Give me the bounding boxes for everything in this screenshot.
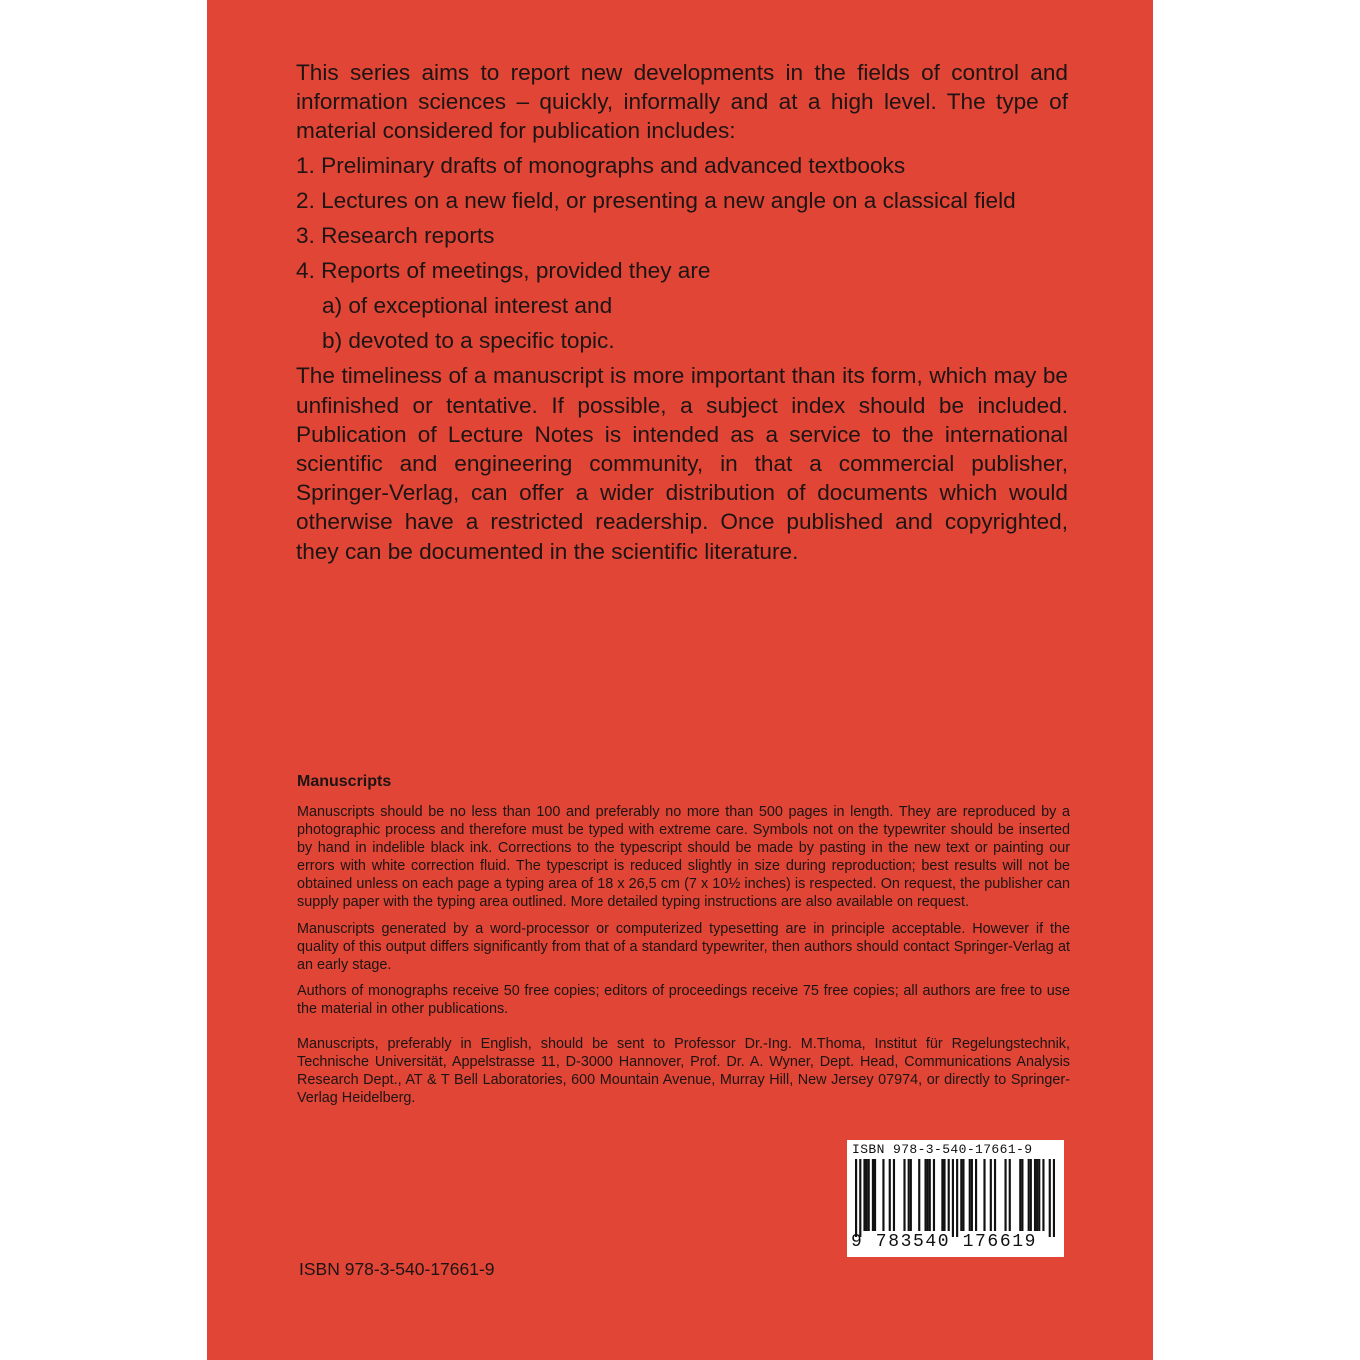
barcode-bar <box>868 1159 870 1231</box>
manuscripts-section <box>297 772 1070 1107</box>
barcode-bar <box>1021 1159 1023 1231</box>
barcode-bar <box>1049 1159 1051 1237</box>
barcode-bar <box>882 1159 884 1231</box>
series-description <box>296 58 1068 566</box>
barcode-bar <box>1030 1159 1032 1231</box>
barcode-bar <box>962 1159 964 1231</box>
barcode-bar <box>1036 1159 1038 1231</box>
barcode-bar <box>929 1159 931 1231</box>
sub-list-item: a) of exceptional interest and <box>322 293 613 319</box>
barcode-bar <box>1053 1159 1055 1237</box>
book-back-cover <box>207 0 1153 1360</box>
barcode-bar <box>863 1159 865 1231</box>
barcode-bar <box>994 1159 996 1231</box>
barcode-bar <box>874 1159 876 1231</box>
barcode-bar <box>927 1159 929 1231</box>
barcode-bar <box>872 1159 874 1231</box>
barcode-bars <box>855 1159 1055 1237</box>
barcode-bar <box>889 1159 891 1231</box>
sub-list-item: b) devoted to a specific topic. <box>322 328 615 354</box>
list-item: 2. Lectures on a new field, or presenting a new angle on a classical field <box>296 188 1016 214</box>
timeliness-paragraph: The timeliness of a manuscript is more important than its form, which may be unfinished or tentative. If possible, a subject index should be included. Publication of Lecture Notes is intended as a service to the international scientific and engineering community, in that a commercial publisher, Springer-Verlag, can offer a wider distribution of documents which would otherwise have a restricted readership. Once published and copyrighted, they can be documented in the scientific literature. <box>296 363 1068 564</box>
material-type-list <box>296 151 1068 355</box>
barcode-bar <box>859 1159 861 1237</box>
barcode-bar <box>1004 1159 1006 1231</box>
isbn-text: ISBN 978-3-540-17661-9 <box>299 1259 495 1279</box>
barcode-bar <box>943 1159 945 1231</box>
barcode-bar <box>1042 1159 1044 1231</box>
barcode-bar <box>956 1159 958 1237</box>
list-item: 3. Research reports <box>296 223 495 249</box>
barcode-bar <box>866 1159 868 1231</box>
barcode-bar <box>1028 1159 1030 1231</box>
barcode-bar <box>903 1159 905 1231</box>
barcode-bar <box>952 1159 954 1237</box>
barcode-bar <box>1034 1159 1036 1231</box>
barcode-bar <box>941 1159 943 1231</box>
barcode-digits: 9 783540 176619 <box>851 1232 1038 1252</box>
barcode-bar <box>975 1159 977 1231</box>
barcode-bar <box>893 1159 895 1231</box>
barcode-bar <box>924 1159 926 1231</box>
barcode-bar <box>990 1159 992 1231</box>
barcode-isbn-label: ISBN 978-3-540-17661-9 <box>852 1142 1033 1157</box>
manuscripts-heading: Manuscripts <box>297 773 392 790</box>
list-item: 4. Reports of meetings, provided they are <box>296 258 711 284</box>
barcode-bar <box>918 1159 920 1231</box>
word-processor-paragraph: Manuscripts generated by a word-processor or computerized typesetting are in principle acceptable. However if the quality of this output differs significantly from that of a standard typewriter, then authors should contact Springer-Verlag at an early stage. <box>297 920 1070 973</box>
free-copies-paragraph: Authors of monographs receive 50 free copies; editors of proceedings receive 75 free copies; all authors are free to use the material in other publications. <box>297 982 1070 1017</box>
manuscript-length-paragraph: Manuscripts should be no less than 100 and preferably no more than 500 pages in length. They are reproduced by a photographic process and therefore must be typed with extreme care. Symbols not on the typewriter should be inserted by hand in indelible black ink. Corrections to the typescript should be made by pasting in the new text or painting our errors with white correction fluid. The typescript is reduced slightly in size during reproduction; best results will not be obtained unless on each page a typing area of 18 x 26,5 cm (7 x 10½ inches) is respected. On request, the publisher can supply paper with the typing area outlined. More detailed typing instructions are also available on request. <box>297 804 1070 911</box>
barcode-bar <box>910 1159 912 1231</box>
barcode-bar <box>971 1159 973 1231</box>
submission-address-paragraph: Manuscripts, preferably in English, should be sent to Professor Dr.-Ing. M.Thoma, Institut für Regelungstechnik, Technische Universität, Appelstrasse 11, D-3000 Hannover, Prof. Dr. A. Wyner, Dept. Head, Communications Analysis Research Dept., AT & T Bell Laboratories, 600 Mountain Avenue, Murray Hill, New Jersey 07974, or directly to Springer-Verlag Heidelberg. <box>297 1036 1070 1107</box>
barcode-bar <box>855 1159 857 1237</box>
barcode-bar <box>908 1159 910 1231</box>
barcode-bar <box>1009 1159 1011 1231</box>
barcode-bar <box>933 1159 935 1231</box>
barcode-bar <box>1019 1159 1021 1231</box>
barcode-bar <box>969 1159 971 1231</box>
barcode-bar <box>960 1159 962 1231</box>
isbn-barcode <box>847 1140 1064 1257</box>
barcode-bar <box>983 1159 985 1231</box>
barcode-bar <box>1038 1159 1040 1231</box>
list-item: 1. Preliminary drafts of monographs and advanced textbooks <box>296 153 906 179</box>
series-intro-paragraph: This series aims to report new developments in the fields of control and information sciences – quickly, informally and at a high level. The type of material considered for publication includes: <box>296 60 1068 144</box>
barcode-bar <box>948 1159 950 1231</box>
